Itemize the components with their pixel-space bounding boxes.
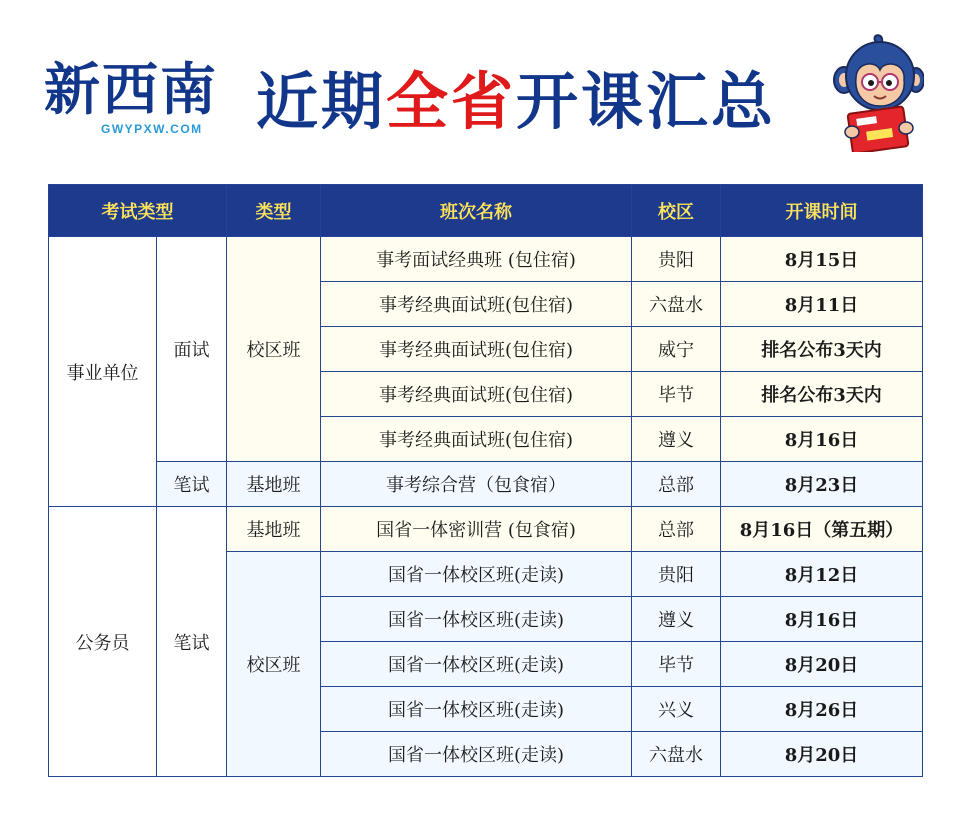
start-time-cell: 8月11日: [721, 282, 923, 327]
table-header-row: [49, 185, 923, 237]
campus-cell: 贵阳: [632, 552, 721, 597]
class-name-cell: 事考经典面试班(包住宿): [321, 417, 632, 462]
start-time-cell: 8月20日: [721, 732, 923, 777]
monkey-mascot-icon: [832, 32, 924, 152]
class-name-cell: 事考经典面试班(包住宿): [321, 282, 632, 327]
campus-cell: 总部: [632, 462, 721, 507]
class-name-cell: 国省一体校区班(走读): [321, 552, 632, 597]
campus-cell: 六盘水: [632, 732, 721, 777]
start-time-cell: 排名公布3天内: [721, 372, 923, 417]
campus-cell: 毕节: [632, 372, 721, 417]
page-title: [256, 60, 776, 144]
start-time-cell: 8月26日: [721, 687, 923, 732]
table-row: [49, 462, 923, 507]
title-highlight: 全省: [386, 65, 517, 138]
exam-group-cell: 公务员: [49, 507, 157, 777]
class-name-cell: 事考综合营（包食宿）: [321, 462, 632, 507]
title-after: 开课汇总: [516, 65, 777, 138]
class-type-cell: 校区班: [227, 237, 321, 462]
campus-cell: 六盘水: [632, 282, 721, 327]
class-name-cell: 事考经典面试班(包住宿): [321, 327, 632, 372]
header-class-name: 班次名称: [321, 185, 632, 237]
start-time-cell: 8月16日: [721, 417, 923, 462]
sub-type-cell: 笔试: [157, 507, 227, 777]
header-start-time: 开课时间: [721, 185, 923, 237]
campus-cell: 毕节: [632, 642, 721, 687]
title-before: 近期: [256, 65, 387, 138]
table-row: [49, 507, 923, 552]
class-name-cell: 国省一体校区班(走读): [321, 642, 632, 687]
class-name-cell: 事考经典面试班(包住宿): [321, 372, 632, 417]
course-schedule-table: [48, 184, 923, 777]
start-time-cell: 8月16日（第五期）: [721, 507, 923, 552]
campus-cell: 遵义: [632, 597, 721, 642]
campus-cell: 兴义: [632, 687, 721, 732]
start-time-cell: 8月16日: [721, 597, 923, 642]
campus-cell: 遵义: [632, 417, 721, 462]
class-name-cell: 国省一体校区班(走读): [321, 597, 632, 642]
start-time-cell: 排名公布3天内: [721, 327, 923, 372]
exam-group-cell: 事业单位: [49, 237, 157, 507]
header-class-type: 类型: [227, 185, 321, 237]
campus-cell: 总部: [632, 507, 721, 552]
class-type-cell: 基地班: [227, 462, 321, 507]
sub-type-cell: 面试: [157, 237, 227, 462]
start-time-cell: 8月12日: [721, 552, 923, 597]
start-time-cell: 8月20日: [721, 642, 923, 687]
class-type-cell: 基地班: [227, 507, 321, 552]
table-row: [49, 237, 923, 282]
class-name-cell: 事考面试经典班 (包住宿): [321, 237, 632, 282]
brand-logo: [44, 58, 230, 148]
start-time-cell: 8月15日: [721, 237, 923, 282]
class-name-cell: 国省一体校区班(走读): [321, 732, 632, 777]
logo-name: 新西南: [44, 58, 218, 123]
header-exam-type: 考试类型: [49, 185, 227, 237]
class-name-cell: 国省一体密训营 (包食宿): [321, 507, 632, 552]
start-time-cell: 8月23日: [721, 462, 923, 507]
campus-cell: 威宁: [632, 327, 721, 372]
logo-site: GWYPXW.COM: [101, 122, 203, 136]
class-type-cell: 校区班: [227, 552, 321, 777]
sub-type-cell: 笔试: [157, 462, 227, 507]
class-name-cell: 国省一体校区班(走读): [321, 687, 632, 732]
header-campus: 校区: [632, 185, 721, 237]
campus-cell: 贵阳: [632, 237, 721, 282]
